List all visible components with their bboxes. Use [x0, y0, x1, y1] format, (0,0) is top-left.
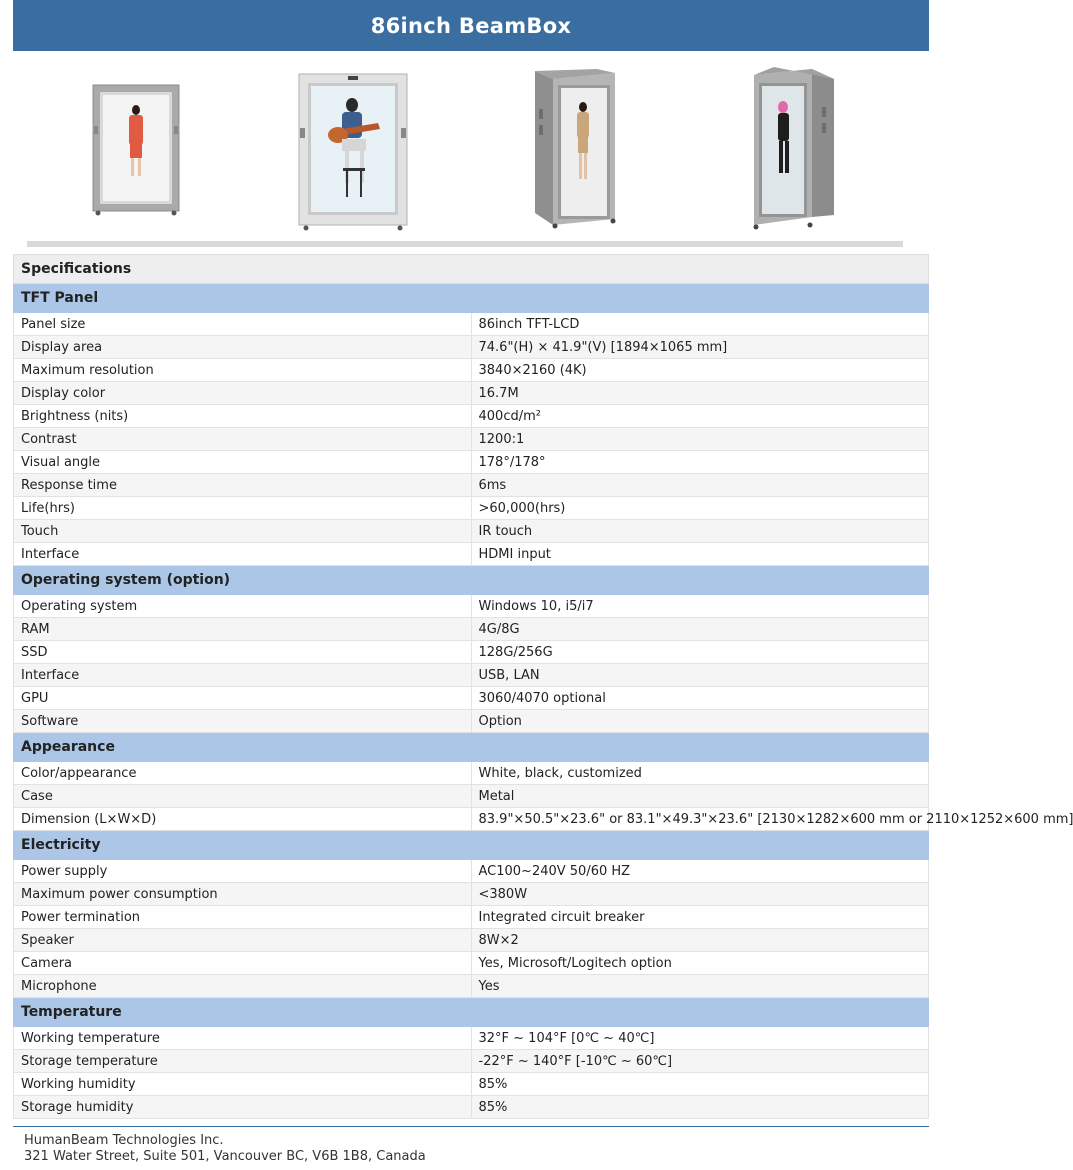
spec-value: 86inch TFT-LCD: [471, 313, 929, 336]
spec-row: [14, 520, 929, 543]
section-title: Temperature: [14, 998, 929, 1027]
spec-row: [14, 664, 929, 687]
spec-row: [14, 1050, 929, 1073]
spec-value: Yes, Microsoft/Logitech option: [471, 952, 929, 975]
spec-row: [14, 497, 929, 520]
spec-label: Speaker: [14, 929, 472, 952]
spec-row: [14, 474, 929, 497]
spec-row: [14, 451, 929, 474]
spec-label: Microphone: [14, 975, 472, 998]
spec-row: [14, 543, 929, 566]
spec-value: 8W×2: [471, 929, 929, 952]
spec-row: [14, 1073, 929, 1096]
spec-label: Storage temperature: [14, 1050, 472, 1073]
spec-value: 1200:1: [471, 428, 929, 451]
product-gallery: [13, 60, 929, 240]
spec-row: [14, 405, 929, 428]
spec-label: Interface: [14, 543, 472, 566]
spec-label: Operating system: [14, 595, 472, 618]
spec-row: [14, 595, 929, 618]
spec-value: 85%: [471, 1073, 929, 1096]
section-header-row: [14, 733, 929, 762]
spec-value: 74.6"(H) × 41.9"(V) [1894×1065 mm]: [471, 336, 929, 359]
spec-label: Interface: [14, 664, 472, 687]
spec-label: Life(hrs): [14, 497, 472, 520]
product-image-1: [92, 84, 182, 216]
spec-row: [14, 1027, 929, 1050]
section-title: Operating system (option): [14, 566, 929, 595]
footer-address: 321 Water Street, Suite 501, Vancouver BC, V6B 1B8, Canada: [24, 1149, 426, 1164]
spec-label: Display color: [14, 382, 472, 405]
spec-value: Integrated circuit breaker: [471, 906, 929, 929]
spec-row: [14, 687, 929, 710]
section-header-row: [14, 831, 929, 860]
spec-row: [14, 710, 929, 733]
spec-label: Dimension (L×W×D): [14, 808, 472, 831]
spec-label: RAM: [14, 618, 472, 641]
gallery-divider: [27, 241, 903, 247]
section-header-row: [14, 566, 929, 595]
spec-value: <380W: [471, 883, 929, 906]
spec-value: 85%: [471, 1096, 929, 1119]
specifications-table-body: [14, 255, 1073, 1119]
spec-label: Power supply: [14, 860, 472, 883]
spec-label: GPU: [14, 687, 472, 710]
spec-value: USB, LAN: [471, 664, 929, 687]
spec-row: [14, 785, 929, 808]
spec-label: Contrast: [14, 428, 472, 451]
spec-label: Response time: [14, 474, 472, 497]
spec-value: AC100~240V 50/60 HZ: [471, 860, 929, 883]
spec-label: Visual angle: [14, 451, 472, 474]
spec-value: Option: [471, 710, 929, 733]
spec-value: 6ms: [471, 474, 929, 497]
spec-label: Software: [14, 710, 472, 733]
spec-row: [14, 359, 929, 382]
spec-row: [14, 883, 929, 906]
spec-value: 32°F ~ 104°F [0℃ ~ 40℃]: [471, 1027, 929, 1050]
spec-row: [14, 336, 929, 359]
spec-value: 178°/178°: [471, 451, 929, 474]
section-header-row: [14, 998, 929, 1027]
page-title: 86inch BeamBox: [370, 13, 572, 38]
spec-row: [14, 906, 929, 929]
spec-value: Metal: [471, 785, 929, 808]
section-title: TFT Panel: [14, 284, 929, 313]
spec-label: Panel size: [14, 313, 472, 336]
spec-label: Maximum resolution: [14, 359, 472, 382]
spec-label: Camera: [14, 952, 472, 975]
spec-row: [14, 618, 929, 641]
spec-value: 400cd/m²: [471, 405, 929, 428]
product-image-4: [750, 67, 836, 231]
specifications-heading-row: [14, 255, 929, 284]
spec-row: [14, 382, 929, 405]
specifications-heading: Specifications: [14, 255, 929, 284]
section-header-row: [14, 284, 929, 313]
spec-value: -22°F ~ 140°F [-10℃ ~ 60℃]: [471, 1050, 929, 1073]
spec-label: Brightness (nits): [14, 405, 472, 428]
spec-row: [14, 929, 929, 952]
product-image-3: [531, 69, 617, 229]
spec-label: Working temperature: [14, 1027, 472, 1050]
specifications-table: [13, 254, 1073, 1119]
spec-label: Case: [14, 785, 472, 808]
spec-value: 3060/4070 optional: [471, 687, 929, 710]
spec-value: 16.7M: [471, 382, 929, 405]
spec-label: Color/appearance: [14, 762, 472, 785]
spec-row: [14, 762, 929, 785]
footer-divider: [13, 1126, 929, 1127]
spec-value: >60,000(hrs): [471, 497, 929, 520]
product-image-2: [298, 73, 410, 231]
spec-label: Display area: [14, 336, 472, 359]
spec-label: Touch: [14, 520, 472, 543]
page-title-bar: [13, 0, 929, 51]
spec-label: Maximum power consumption: [14, 883, 472, 906]
spec-label: Power termination: [14, 906, 472, 929]
spec-value: 3840×2160 (4K): [471, 359, 929, 382]
spec-value: White, black, customized: [471, 762, 929, 785]
spec-row: [14, 1096, 929, 1119]
spec-row: [14, 860, 929, 883]
spec-row: [14, 428, 929, 451]
spec-label: Working humidity: [14, 1073, 472, 1096]
spec-label: Storage humidity: [14, 1096, 472, 1119]
spec-value: 128G/256G: [471, 641, 929, 664]
spec-row: [14, 975, 929, 998]
spec-label: SSD: [14, 641, 472, 664]
spec-row: [14, 313, 929, 336]
spec-value: 83.9"×50.5"×23.6" or 83.1"×49.3"×23.6" [2130×1282×600 mm or 2110×1252×600 mm]: [471, 808, 929, 831]
section-title: Appearance: [14, 733, 929, 762]
section-title: Electricity: [14, 831, 929, 860]
spec-row: [14, 952, 929, 975]
footer: [24, 1133, 426, 1165]
spec-value: IR touch: [471, 520, 929, 543]
spec-value: Yes: [471, 975, 929, 998]
spec-row: [14, 808, 929, 831]
spec-value: 4G/8G: [471, 618, 929, 641]
spec-row: [14, 641, 929, 664]
spec-value: HDMI input: [471, 543, 929, 566]
spec-value: Windows 10, i5/i7: [471, 595, 929, 618]
footer-company: HumanBeam Technologies Inc.: [24, 1133, 224, 1148]
